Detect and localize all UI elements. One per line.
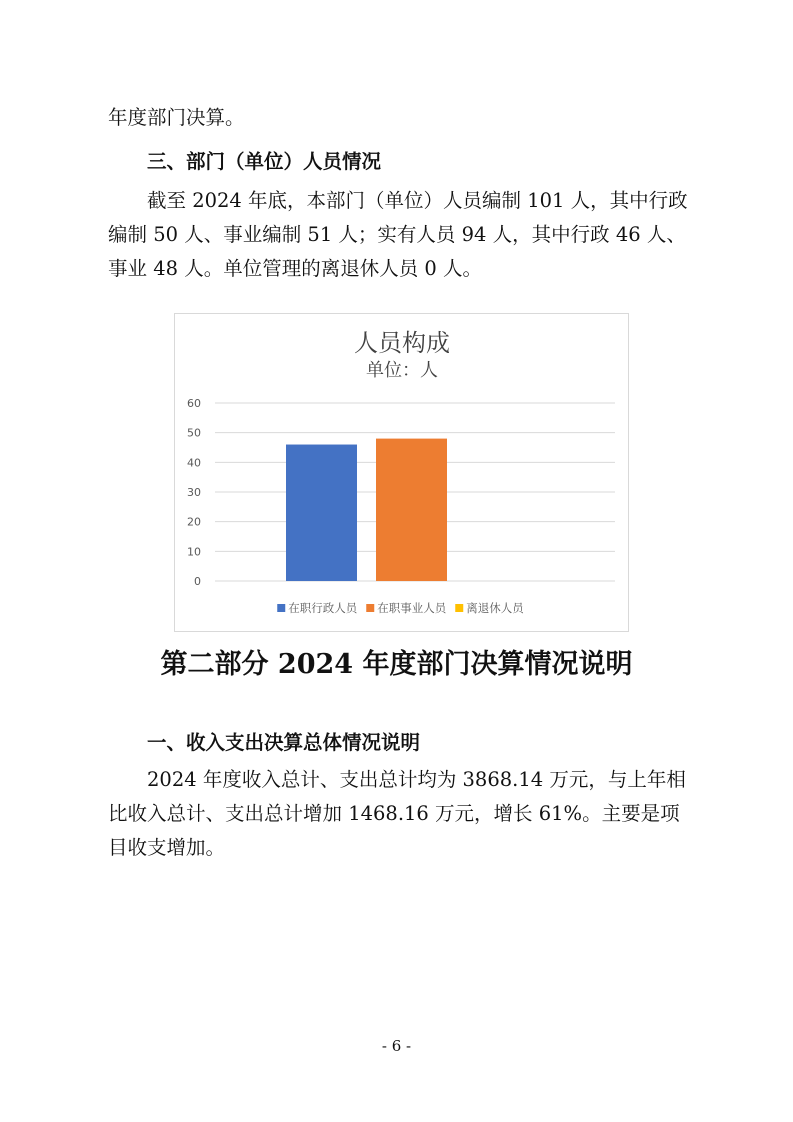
previous-paragraph-end: 年度部门决算。 [108, 106, 245, 129]
chart-bars [286, 439, 447, 581]
legend-label-3: 离退休人员 [466, 601, 524, 615]
chart-subtitle: 单位：人 [366, 360, 438, 381]
section-heading-staff: 三、部门（单位）人员情况 [147, 150, 382, 173]
chart-y-tick-label: 50 [187, 426, 201, 440]
chart-y-tick-label: 10 [187, 545, 201, 559]
legend-swatch-2 [366, 604, 374, 612]
chart-y-tick-label: 20 [187, 515, 201, 529]
section-heading-income: 一、收入支出决算总体情况说明 [147, 731, 421, 754]
page-number: - 6 - [381, 1037, 412, 1055]
chart-y-tick-labels [187, 397, 201, 588]
part-two-title: 第二部分 2024 年度部门决算情况说明 [160, 649, 633, 680]
chart-title: 人员构成 [354, 329, 450, 357]
chart-bar-1 [286, 445, 357, 581]
chart-svg [175, 314, 630, 633]
staff-composition-chart [174, 313, 629, 632]
legend-label-1: 在职行政人员 [288, 601, 358, 615]
chart-y-tick-label: 30 [187, 486, 201, 499]
chart-y-tick-label: 60 [187, 397, 201, 410]
chart-legend [277, 601, 525, 615]
legend-swatch-1 [277, 604, 285, 612]
legend-swatch-3 [455, 604, 463, 612]
income-paragraph: 2024 年度收入总计、支出总计均为 3868.14 万元，与上年相比收入总计、支出总计增加 1468.16 万元，增长 61%。主要是项目收支增加。 [108, 768, 686, 859]
legend-label-2: 在职事业人员 [377, 601, 447, 615]
chart-bar-2 [376, 439, 447, 581]
chart-y-tick-label: 40 [187, 456, 201, 470]
chart-y-tick-label: 0 [194, 575, 201, 588]
staff-paragraph: 截至 2024 年底，本部门（单位）人员编制 101 人，其中行政编制 50 人、事业编制 51 人；实有人员 94 人，其中行政 46 人、事业 48 人。单位管理的离退休人员 0 人。 [108, 189, 688, 280]
